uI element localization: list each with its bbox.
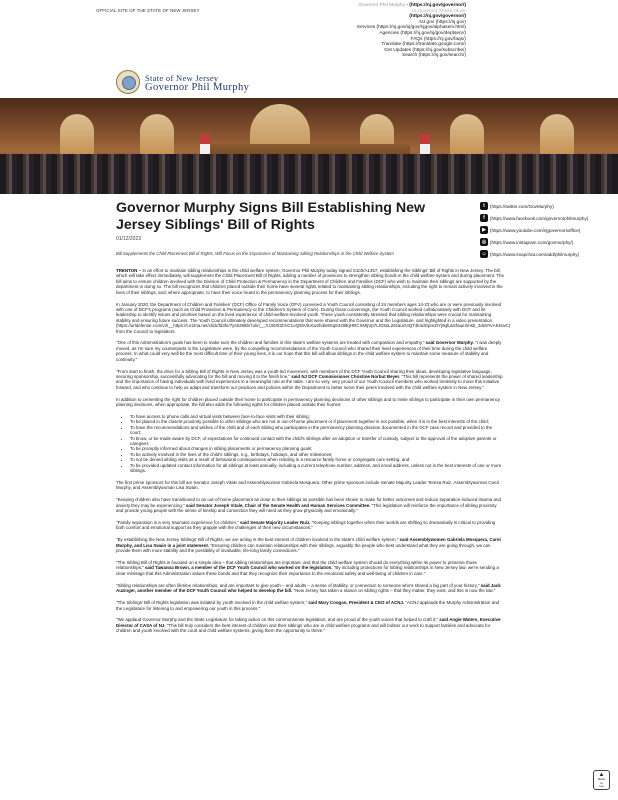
faqs-link[interactable]: FAQs (https://nj.gov/faqs/) bbox=[410, 36, 466, 42]
list-item: • To have the recommendations and wishes of the child and of each sibling who participates in the permanency planning decision documented in the DCF case record and provided to the court; bbox=[130, 425, 504, 436]
lt-governor-link[interactable]: Lt.Governor Sheila Oliver bbox=[412, 8, 466, 14]
lt-governor-url[interactable]: (https://nj.gov/governor/) bbox=[409, 14, 466, 20]
article-subtitle: Bill Supplements the Child Placement Bill of Rights, Will Focus on the Importance of Maintaining Sibling Relationships in the Child Welfare System bbox=[116, 251, 394, 256]
quote-paragraph: "Keeping children who have transitioned to an out-of-home placement as close to their siblings as possible has been shown to make for better outcomes and reduce separation-induced trauma and anxiety they may be experiencing," said Senator Joseph Vitale, Chair of the Senate Health and Human Services Committee. "This legislation will reinforce the importance of sibling proximity and provide young people with the sense of kinship and connection they will need as they grow physically and emotionally." bbox=[116, 497, 501, 514]
page-title: Governor Murphy Signs Bill Establishing New Jersey Siblings' Bill of Rights bbox=[116, 200, 426, 233]
state-seal-icon bbox=[116, 70, 140, 94]
back-to-top-button[interactable]: ▲ Back to top bbox=[593, 770, 610, 790]
social-link-youtube[interactable]: ▶ (https://www.youtube.com/njgovernorsoffice) bbox=[480, 224, 618, 236]
list-item: • To know, or be made aware by DCF, of expectations for continued contact with the child's siblings after an adoption or transfer of custody, subject to the approval of the adoptive parents or caregiver; bbox=[130, 436, 504, 447]
arrow-up-icon: ▲ bbox=[598, 772, 605, 778]
agencies-link[interactable]: Agencies (https://nj.gov/nj/gov/deptserv/) bbox=[379, 30, 466, 36]
top-links bbox=[357, 3, 466, 59]
governor-link[interactable]: Governor Phil Murphy bbox=[358, 3, 405, 8]
list-item: • To be actively involved in the lives of the child's siblings, e.g., birthdays, holidays, and other milestones; bbox=[130, 452, 504, 457]
paragraph: The first prime sponsors for this bill are Senator Joseph Vitale and Assemblywoman Gabriela Mosquera. Other prime sponsors include Senate Majority Leader Teresa Ruiz, Assemblywoman Carol Murphy, and Assemblywoman Lisa Swain. bbox=[116, 480, 499, 491]
social-links bbox=[480, 200, 618, 260]
top-bar bbox=[0, 0, 618, 68]
snapchat-icon: ☺ bbox=[481, 251, 487, 257]
search-link[interactable]: Search (https://nj.gov/search/) bbox=[402, 53, 466, 59]
paragraph: TRENTON – In an effort to maintain sibling relationships in the child welfare system, Governor Phil Murphy today signed S103/A1357, establishing the Siblings' Bill of Rights in New Jersey. The bill, which will take effect immediately, will supplement the Child Placement Bill of Rights, adding a number of provisions to strengthen sibling bonds in the child welfare system and during placement. The bill aims to ensure children involved with the Division of Child Protection & Permanency in the Department of Children and Families (DCF) who wish to maintain their siblings are supported by the department in doing so. The bill recognizes that children placed outside their home have several rights related to maintaining sibling relationships, including the right to remain actively involved in the lives of their siblings, and, where appropriate, to have their voice heard in the permanency planning process for their siblings. bbox=[116, 268, 504, 295]
quote-paragraph: "We applaud Governor Murphy and the State Legislature for taking action on this commonsense legislation, and are proud of the youth voices that helped to craft it," said Angie Waters, Executive Director of CASA of NJ. "This bill truly considers the best interest of children and their siblings who are in child welfare programs and will bolster our work to support families and advocate for children and youth involved with the court and child welfare systems, giving them the opportunity to thrive." bbox=[116, 617, 501, 634]
social-link-facebook[interactable]: f (https://www.facebook.com/governorphilmurphy) bbox=[480, 212, 618, 224]
instagram-icon: ◎ bbox=[481, 239, 487, 245]
quote-paragraph: "Sibling relationships are often lifetime relationships, and are important to give youth – and adults – a sense of stability, or connection to someone who's shared a big part of your history," said Jack Auzinger, another member of the DCF Youth Council who helped to develop the bill. "New Jersey has taken a stance on sibling rights – that they matter, they exist, and this is now the law." bbox=[116, 582, 501, 594]
article-date: 01/12/2023 bbox=[116, 236, 142, 242]
site-logo[interactable] bbox=[116, 70, 276, 96]
official-site-label: OFFICIAL SITE OF THE STATE OF NEW JERSEY bbox=[96, 8, 200, 13]
facebook-icon: f bbox=[480, 214, 488, 222]
list-item: • To be promptly informed about changes in sibling placements or permanency planning goals; bbox=[130, 446, 504, 451]
youtube-icon: ▶ bbox=[480, 226, 488, 234]
article-body bbox=[116, 268, 511, 640]
logo-state-text: State of New Jersey bbox=[145, 73, 219, 83]
video-link[interactable]: (https://urldefense.com/v3/__https://t.e2ma.net/click/fd3fe/7ys5298b/7ulirl__;!!J30X0ZrnC1oQ!tbVlLKw2hdsI8Sq53J8lEjHRCXMtjVp7LIG5nL26zauO4QT4k4dGpmZIYj9qfuxSfaue3msb_3dn9YvAKkrwC) bbox=[116, 323, 511, 329]
list-item: • To be provided updated contact information for all siblings at least annually, including a current telephone number, address, and email address, unless not in the best interests of one or more siblings. bbox=[130, 463, 504, 474]
social-link-instagram[interactable]: ◎ (https://www.instagram.com/govmurphy/) bbox=[481, 239, 574, 245]
governor-url[interactable]: - (https://nj.gov/governor/) bbox=[404, 3, 466, 8]
quote-paragraph: "By establishing the New Jersey Siblings' Bill of Rights, we are acting in the best interest of children involved in the state's child welfare system," said Assemblywomen Gabriela Mosquera, Carol Murphy, and Lisa Swain in a joint statement. "Ensuring children can maintain relationships with their siblings, arguably the people who best understand what they are going through, we can provide them with more stability and the possibility of invaluable, life-long family connections." bbox=[116, 537, 501, 554]
list-item: • To have access to phone calls and virtual visits between face-to-face visits with their sibling; bbox=[130, 414, 504, 419]
list-item: • To be placed in the closest proximity possible to other siblings who are not in out-of-home placement or if placement together is not possible, when it is in the best interests of the child; bbox=[130, 419, 504, 424]
quote-paragraph: "Family separation is a very traumatic experience for children," said Senate Majority Leader Ruiz. "Keeping siblings together when their worlds are shifting so dramatically is critical to providing both comfort and emotional support as they grapple with the challenges of their new circumstances." bbox=[116, 520, 496, 531]
hero-image bbox=[0, 98, 618, 194]
quote-paragraph: "From start to finish, the drive for a Sibling Bill of Rights in New Jersey was a youth-led movement, with members of the DCF Youth Council sharing their ideas, developing legislative language, securing sponsorship, successfully advocating for the bill and moving it to the finish line," said NJ DCF Commissioner Christine Norbut Beyer. "This bill represents the power of shared leadership and the importance of having individuals with lived experiences in a meaningful role at the table. I am so very, very proud of our Youth Council members who worked tirelessly to move this initiative forward, and who continue to help us adapt and transform our practices and policies within the Department to better serve their peers involved with the child welfare system in New Jersey." bbox=[116, 368, 503, 390]
paragraph: In addition to cementing the right for children placed outside their home to participate in permanency planning decisions of other siblings and to invite siblings to participate in their own permanency planning decisions, when appropriate, the bill also adds the following rights for children placed outside their homes: bbox=[116, 396, 501, 408]
translate-link[interactable]: Translate (https://translate.google.com/) bbox=[381, 42, 466, 48]
quote-paragraph: "One of this Administration's goals has been to make sure the children and families in this state's welfare systems are treated with compassion and empathy," said Governor Murphy. "I was deeply moved, as I'm sure my counterparts in the Legislature were, by the compelling recommendations of the Youth Council who shared their lived experiences of their time during the child welfare process. In what could very well be the most difficult time of their young lives, it is our hope that this bill will allow siblings in the child welfare system to maintain some measure of stability and continuity." bbox=[116, 340, 502, 362]
get-updates-link[interactable]: Get Updates (https://nj.gov/subscribe/) bbox=[384, 47, 466, 53]
quote-paragraph: "The Sibling Bill of Rights is founded on a simple idea – that sibling relationships are important, and that the child welfare system should do everything within its power to preserve those relationships," said Tawanna Brown, a member of the DCF Youth Council who worked on the legislation. "By including protections for sibling relationships in New Jersey law, we're sending a clear message that this Administration values these bonds and that they recognize their importance to the emotional safety and well-being of children in care." bbox=[116, 560, 499, 576]
list-item: • To not be denied sibling visits as a result of behavioral consequences when residing in a resource family home or congregate care setting; and bbox=[130, 457, 504, 462]
rights-list bbox=[116, 414, 504, 473]
social-link-twitter[interactable]: t (https://twitter.com/GovMurphy) bbox=[480, 200, 618, 212]
logo-governor-text: Governor Phil Murphy bbox=[145, 82, 250, 93]
quote-paragraph: "The Siblings' Bill of Rights legislation was initiated by youth involved in the child welfare system," said Mary Coogan, President & CEO of ACNJ. "ACNJ applauds the Murphy Administration and the Legislature for listening to and empowering our youth in this process." bbox=[116, 600, 500, 611]
twitter-icon: t bbox=[480, 202, 488, 210]
social-link-snapchat[interactable]: ☺ (https://www.snapchat.com/add/philmurphy) bbox=[481, 251, 580, 257]
services-link[interactable]: Services (https://nj.gov/nj/gov/njgov/alphaserv.html) bbox=[356, 25, 466, 31]
paragraph: In January 2020, the Department of Children and Families' (DCF) Office of Family Voice (OFV) convened a Youth Council consisting of 24 members ages 14-23 who are or were previously involved with one of DCF's programs (such as Child Protection & Permanency or the Children's System of Care). During those convenings, the Youth Council worked collaboratively with DCF and its leadership to identify issues and priorities based on the lived experience of child-welfare-involved youth. These youth consistently stressed that sibling relationships were crucial for maintaining stability and ensuring future success. The Youth Council ultimately developed recommendations that were shared with the Governor and the Legislature, and highlighted in a video presentation (https://urldefense.com/v3/__https://t.e2ma.net/click/fd3fe/7ys5298b/7ulirl__;!!J30X0ZrnC1oQ!tbVlLKw2hdsI8Sq53J8lEjHRCXMtjVp7LIG5nL26zauO4QT4k4dGpmZIYj9qfuxSfaue3msb_3dn9YvAKkrwC) from the Council to legislators. bbox=[116, 301, 511, 334]
nj-gov-link[interactable]: NJ.gov (https://nj.gov) bbox=[419, 19, 466, 25]
